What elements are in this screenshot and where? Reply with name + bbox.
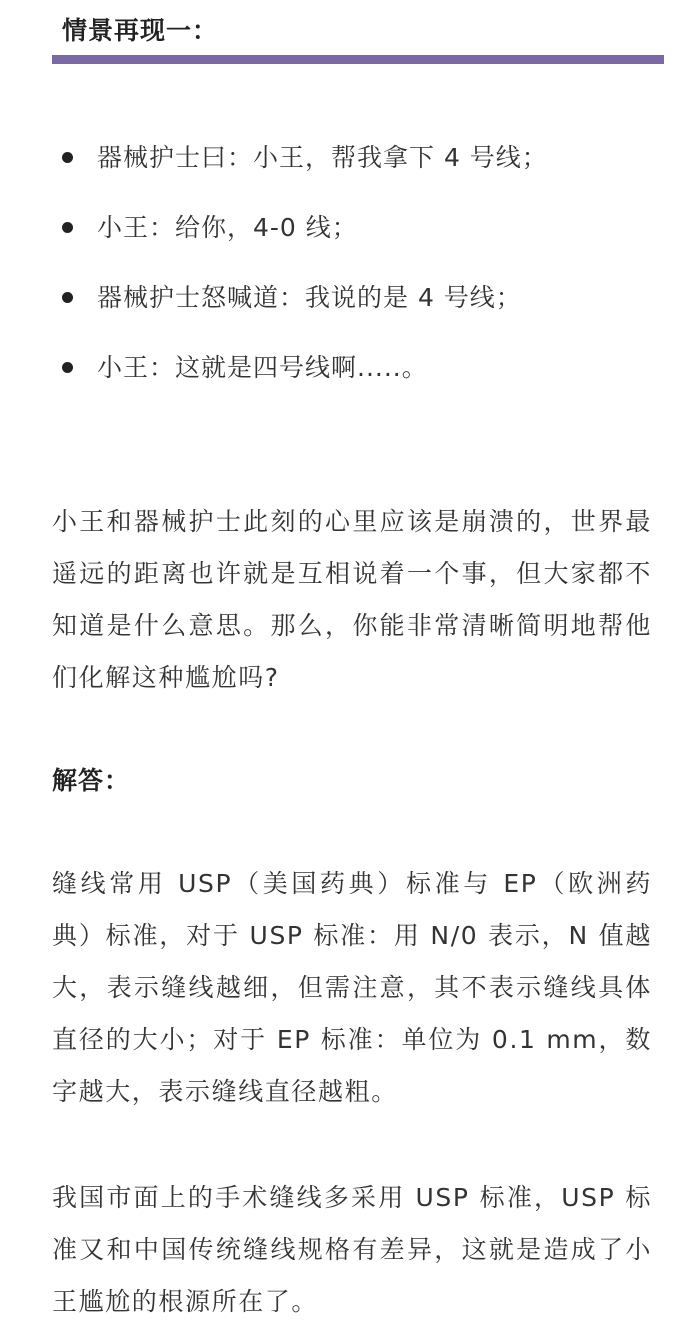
paragraph-scenario: 小王和器械护士此刻的心里应该是崩溃的，世界最遥远的距离也许就是互相说着一个事，但大家都不知道是什么意思。那么，你能非常清晰简明地帮他们化解这种尴尬吗? — [52, 507, 652, 692]
list-item — [60, 274, 660, 344]
dialogue-line: 小王：给你，4-0 线； — [97, 213, 358, 242]
section-header — [52, 0, 664, 64]
dialogue-list — [60, 134, 660, 414]
list-item — [60, 134, 660, 204]
list-item — [60, 344, 660, 414]
dialogue-line: 器械护士曰：小王，帮我拿下 4 号线； — [97, 143, 548, 172]
paragraph-standards: 缝线常用 USP（美国药典）标准与 EP（欧洲药典）标准，对于 USP 标准：用 N/0 表示，N 值越大，表示缝线越细，但需注意，其不表示缝线具体直径的大小；对于 EP 标准：单位为 0.1 mm，数字越大，表示缝线直径越粗。 — [52, 869, 652, 1106]
answer-heading: 解答： — [52, 766, 131, 795]
paragraph-conclusion: 我国市面上的手术缝线多采用 USP 标准，USP 标准又和中国传统缝线规格有差异，这就是造成了小王尴尬的根源所在了。 — [52, 1183, 652, 1316]
bullet-icon — [62, 362, 73, 373]
dialogue-line: 器械护士怒喊道：我说的是 4 号线； — [97, 283, 522, 312]
section-divider — [52, 55, 664, 64]
dialogue-line: 小王：这就是四号线啊.....。 — [97, 353, 428, 382]
list-item — [60, 204, 660, 274]
bullet-icon — [62, 292, 73, 303]
bullet-icon — [62, 222, 73, 233]
section-title: 情景再现一： — [62, 16, 219, 45]
bullet-icon — [62, 152, 73, 163]
